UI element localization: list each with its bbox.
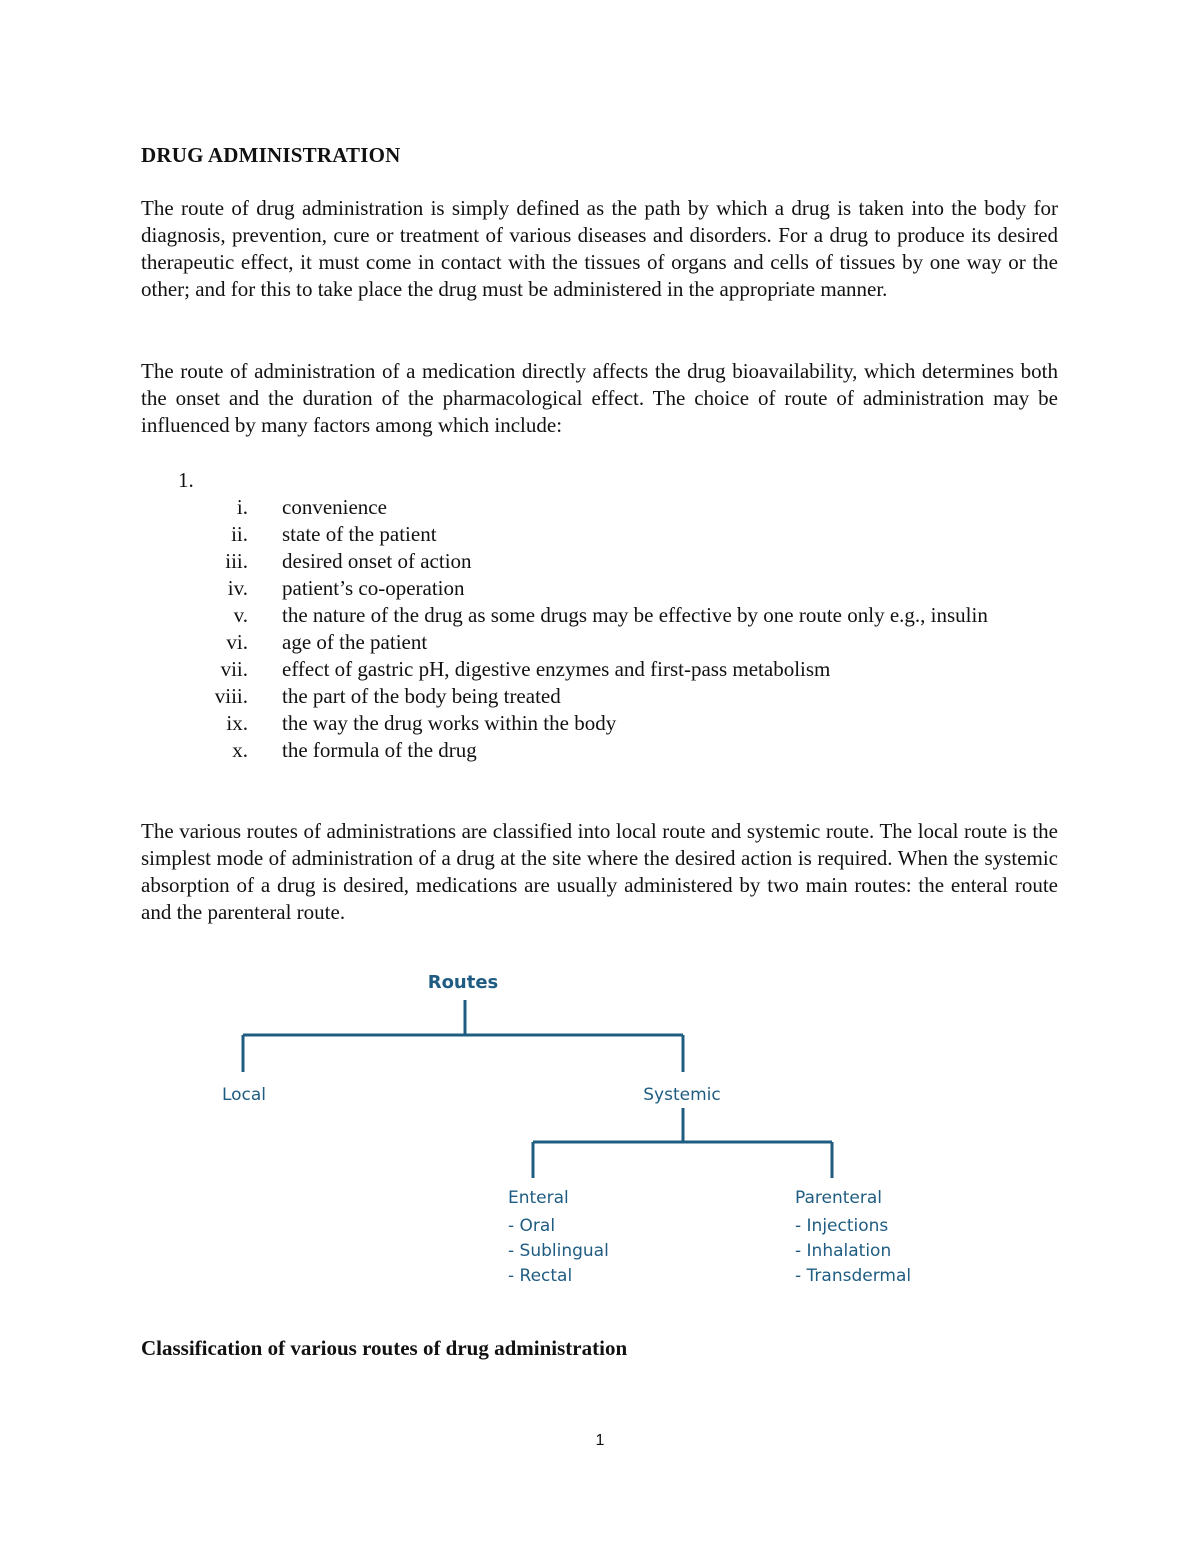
list-item (141, 683, 1058, 710)
diagram-enteral-item: - Oral (508, 1216, 556, 1236)
list-item (141, 629, 1058, 656)
list-item-text: the nature of the drug as some drugs may be effective by one route only e.g., insulin (282, 603, 988, 627)
diagram-parenteral-item: - Injections (795, 1216, 889, 1236)
list-item-number: iv. (227, 576, 248, 600)
list-item-text: patient’s co-operation (282, 576, 465, 600)
bioavailability-paragraph: The route of administration of a medication directly affects the drug bioavailability, which determines both the onset and the duration of the pharmacological effect. The choice of route of administration may be influenced by many factors among which include: (141, 359, 1058, 437)
list-item-text: the way the drug works within the body (282, 711, 617, 735)
list-item-number: viii. (214, 684, 248, 708)
list-item-number: ii. (231, 522, 248, 546)
list-item-number: iii. (225, 549, 248, 573)
list-item-number: ix. (226, 711, 248, 735)
list-item (141, 521, 1058, 548)
routes-classification-diagram (0, 960, 1200, 1290)
list-item-text: state of the patient (282, 522, 437, 546)
diagram-parenteral-item: - Inhalation (795, 1241, 892, 1261)
list-item (141, 737, 1058, 764)
list-item (141, 710, 1058, 737)
diagram-caption: Classification of various routes of drug administration (141, 1336, 628, 1360)
factors-list (141, 494, 1058, 764)
list-item-text: age of the patient (282, 630, 428, 654)
diagram-connectors (243, 1000, 832, 1178)
list-item-number: i. (236, 495, 248, 519)
list-item-number: vii. (220, 657, 248, 681)
list-item-text: the formula of the drug (282, 738, 477, 762)
diagram-enteral-item: - Sublingual (508, 1241, 609, 1261)
diagram-root-label: Routes (427, 972, 499, 993)
list-item (141, 494, 1058, 521)
routes-paragraph: The various routes of administrations are classified into local route and systemic route. The local route is the simplest mode of administration of a drug at the site where the desired action is required. When the systemic absorption of a drug is desired, medications are usually administered by two main routes: the enteral route and the parenteral route. (141, 819, 1058, 924)
list-item-text: convenience (282, 495, 387, 519)
diagram-parenteral-label: Parenteral (795, 1188, 883, 1208)
diagram-systemic-label: Systemic (643, 1085, 721, 1105)
list-item (141, 602, 1058, 629)
list-item (141, 548, 1058, 575)
intro-paragraph: The route of drug administration is simply defined as the path by which a drug is taken into the body for diagnosis, prevention, cure or treatment of various diseases and disorders. For a drug to produce its desired therapeutic effect, it must come in contact with the tissues of organs and cells of tissues by one way or the other; and for this to take place the drug must be administered in the appropriate manner. (141, 196, 1058, 301)
list-item-text: desired onset of action (282, 549, 472, 573)
list-item-text: effect of gastric pH, digestive enzymes and first-pass metabolism (282, 657, 831, 681)
list-item-number: vi. (226, 630, 248, 654)
page-number: 1 (595, 1432, 605, 1449)
page-title: DRUG ADMINISTRATION (141, 143, 401, 167)
list-item-number: x. (232, 738, 248, 762)
list-item-number: v. (233, 603, 248, 627)
list-top-marker: 1. (178, 468, 194, 492)
diagram-enteral-label: Enteral (508, 1188, 569, 1208)
list-item (141, 656, 1058, 683)
list-item (141, 575, 1058, 602)
diagram-enteral-item: - Rectal (508, 1266, 573, 1286)
diagram-parenteral-item: - Transdermal (795, 1266, 912, 1286)
diagram-local-label: Local (221, 1085, 267, 1105)
list-item-text: the part of the body being treated (282, 684, 561, 708)
